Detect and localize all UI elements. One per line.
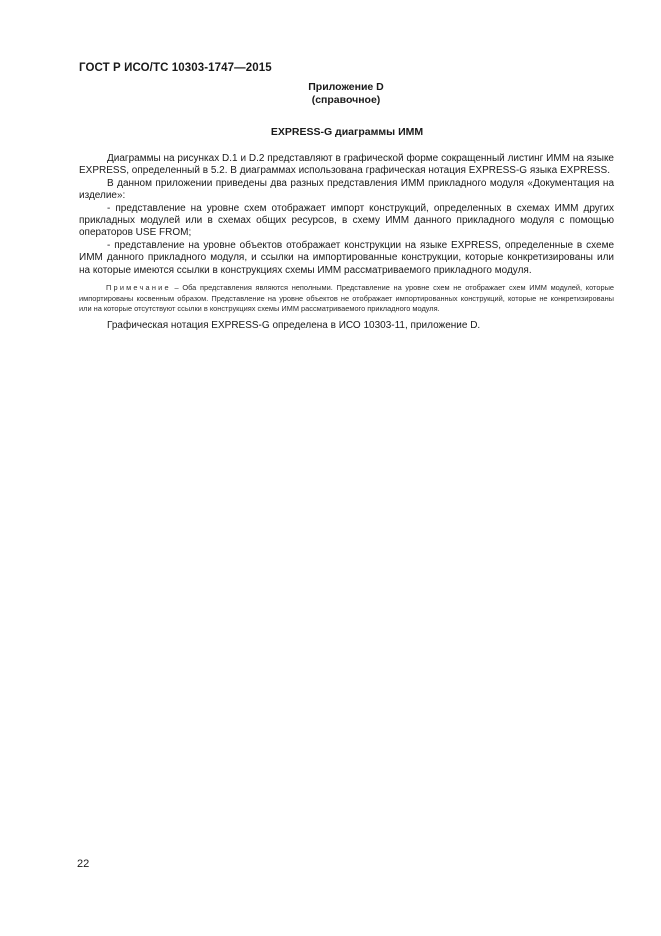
note	[79, 283, 614, 315]
body-text	[79, 153, 614, 332]
document-header: ГОСТ Р ИСО/ТС 10303-1747—2015	[79, 62, 272, 74]
annex-status: (справочное)	[311, 94, 381, 106]
paragraph-representations: В данном приложении приведены два разных представления ИММ прикладного модуля «Документация на изделие»:	[79, 177, 614, 202]
paragraph-notation-reference: Графическая нотация EXPRESS-G определена в ИСО 10303-11, приложение D.	[107, 319, 481, 331]
annex-title: Приложение D	[308, 81, 384, 93]
section-title: EXPRESS-G диаграммы ИММ	[270, 126, 424, 138]
paragraph-diagrams-intro: Диаграммы на рисунках D.1 и D.2 представляют в графической форме сокращенный листинг ИММ на языке EXPRESS, определенный в 5.2. В диаграммах использована графическая нотация EXPRESS-G языка EXPRESS.	[79, 153, 614, 177]
annex-heading	[300, 81, 392, 107]
page-number: 22	[77, 858, 90, 870]
note-label: Примечание	[106, 283, 171, 293]
note-text: – Оба представления являются неполными. Представление на уровне схем не отображает схем ИММ модулей, которые импортированы косвенным образом. Представление на уровне объектов не отображает импортированных конструкций, которые не конкретизированы или на которые отсутствуют ссылки в конструкциях схемы ИММ рассматриваемого прикладного модуля.	[79, 283, 614, 314]
paragraph-schema-level: - представление на уровне схем отображает импорт конструкций, определенных в схемах ИММ других прикладных модулей или в схемах общих ресурсов, в схему ИММ данного прикладного модуля с помощью операторов USE FROM;	[79, 202, 614, 239]
paragraph-entity-level: - представление на уровне объектов отображает конструкции на языке EXPRESS, определенные в схеме ИММ данного прикладного модуля, и ссылки на импортированные конструкции, которые конкретизированы или на которые имеются ссылки в конструкциях схемы ИММ рассматриваемого прикладного модуля.	[79, 239, 614, 276]
